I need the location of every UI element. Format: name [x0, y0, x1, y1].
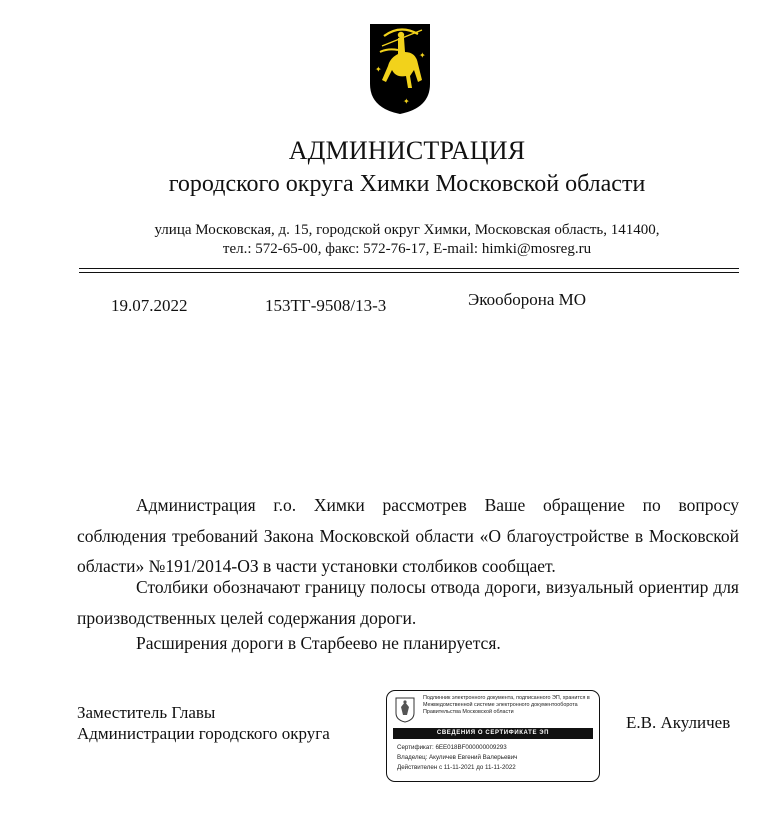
- organization-title: АДМИНИСТРАЦИЯ: [288, 136, 526, 165]
- address-line: улица Московская, д. 15, городской округ Химки, Московская область, 141400,: [154, 222, 660, 238]
- stamp-header: СВЕДЕНИЯ О СЕРТИФИКАТЕ ЭП: [393, 728, 593, 739]
- organization-subtitle: городского округа Химки Московской области: [168, 171, 646, 197]
- svg-text:✦: ✦: [403, 97, 410, 106]
- document-date: 19.07.2022: [111, 296, 188, 315]
- e-signature-stamp: [386, 690, 600, 782]
- stamp-owner: Владелец: Акуличев Евгений Валерьевич: [397, 754, 518, 761]
- svg-text:✦: ✦: [375, 65, 382, 74]
- header-divider-thin: [79, 272, 739, 273]
- contacts-line: тел.: 572-65-00, факс: 572-76-17, E-mail: himki@mosreg.ru: [222, 241, 592, 257]
- signer-position-line-1: Заместитель Главы: [77, 703, 216, 722]
- body-paragraph-1: Администрация г.о. Химки рассмотрев Ваше обращение по вопросу соблюдения требований Закона Московской области «О благоустройстве в Московской области» №191/2014-ОЗ в части установки столбиков сообщает.: [77, 495, 739, 576]
- svg-text:✦: ✦: [419, 51, 426, 60]
- moscow-region-emblem-icon: [395, 697, 415, 723]
- signer-name: Е.В. Акуличев: [626, 713, 731, 732]
- body-paragraph-2: Столбики обозначают границу полосы отвода дороги, визуальный ориентир для производственных целей содержания дороги.: [77, 577, 739, 628]
- header-divider-thick: [79, 268, 739, 269]
- stamp-validity: Действителен с 11-11-2021 до 11-11-2022: [397, 764, 516, 771]
- stamp-note: Подлинник электронного документа, подписанного ЭП, хранится в Межведомственной системе электронного документооборота Правительства Московской области: [423, 695, 590, 715]
- coat-of-arms: [368, 22, 432, 116]
- document-recipient: Экооборона МО: [468, 290, 587, 309]
- signer-position-line-2: Администрации городского округа: [77, 724, 330, 743]
- document-number: 153ТГ-9508/13-3: [265, 296, 387, 315]
- stamp-certificate: Сертификат: 6EE018BF000000009293: [397, 744, 507, 751]
- body-paragraph-3: Расширения дороги в Старбеево не планируется.: [136, 633, 501, 653]
